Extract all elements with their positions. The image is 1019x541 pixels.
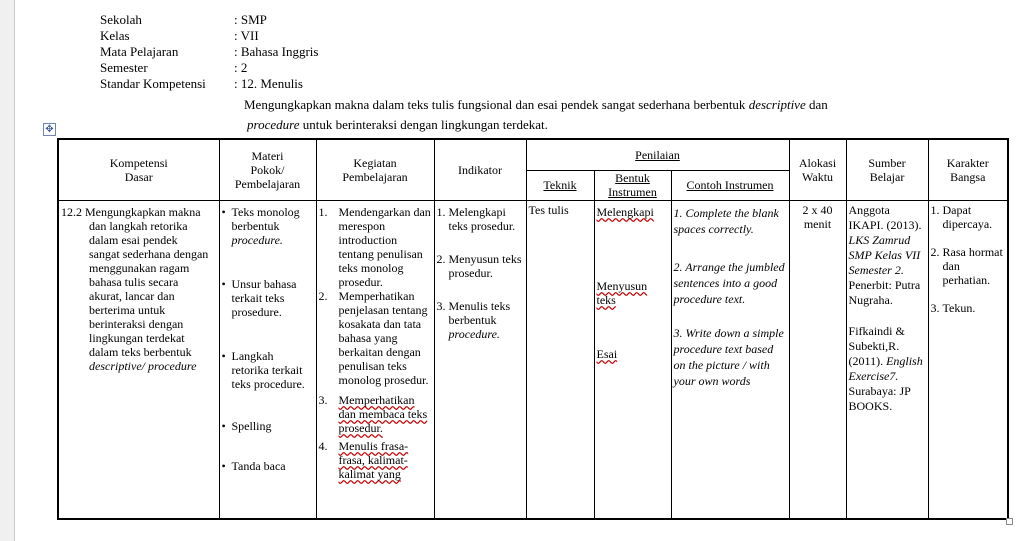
bentuk-item: Menyusun teks <box>596 278 648 307</box>
list-item <box>931 301 1006 315</box>
item-text: Memperhatikan penjelasan tentang kosakata dan tata bahasa yang berkaitan dengan penulisan teks monolog prosedur. <box>338 288 429 387</box>
list-item <box>319 393 432 435</box>
col-header-teknik <box>526 170 594 200</box>
text-line: descriptive/ procedure <box>89 358 197 373</box>
contoh-item: 2. Arrange the jumbled sentences into a good procedure text. <box>673 259 785 306</box>
item-number: 1. <box>318 204 328 219</box>
ref-text: Penerbit: Putra Nugraha. <box>848 277 921 307</box>
text-line: menggunakan ragam <box>89 260 190 275</box>
ref-text: LKS Zamrud SMP Kelas VII Semester 2. <box>848 232 921 277</box>
item-text: Menyusun teks prosedur. <box>448 251 522 280</box>
list-item <box>437 205 524 233</box>
header-text: Bentuk Instrumen <box>608 171 657 199</box>
field-label: Sekolah <box>100 12 142 27</box>
item-number: 3. <box>930 300 940 315</box>
indikator-list <box>437 205 524 341</box>
item-number: 3. <box>318 392 328 407</box>
col-header-materi <box>219 139 316 200</box>
text-line: akurat, lancar dan <box>89 288 175 303</box>
list-item <box>319 289 432 387</box>
cell-teknik <box>526 200 594 519</box>
kompetensi-text-line1 <box>244 97 828 113</box>
document-header <box>100 12 318 92</box>
item-number: 2. <box>436 251 446 266</box>
cell-indikator <box>434 200 526 519</box>
item-text: Spelling <box>231 418 272 433</box>
contoh-item: 1. Complete the blank spaces correctly. <box>673 205 779 236</box>
field-label: Kelas <box>100 28 130 43</box>
ref-text: Anggota IKAPI. (2013). <box>848 202 922 232</box>
text-line: 12.2 Mengungkapkan makna <box>61 204 201 219</box>
col-header-alokasi <box>789 139 846 200</box>
kegiatan-list <box>319 205 432 481</box>
header-row-sekolah <box>100 12 318 28</box>
item-text: Menulis frasa-frasa, kalimat-kalimat yang <box>338 438 409 481</box>
ref-text: Surabaya: JP BOOKS. <box>848 383 911 413</box>
text-line: lingkungan terdekat <box>89 330 185 345</box>
field-value: : 12. Menulis <box>234 76 303 91</box>
cell-karakter <box>928 200 1008 519</box>
sumber-ref-2 <box>849 324 926 414</box>
item-text: Dapat dipercaya. <box>942 202 993 231</box>
list-item <box>222 349 314 391</box>
list-item <box>437 252 524 280</box>
header-text: Teknik <box>543 178 577 192</box>
table-resize-handle[interactable] <box>1006 518 1013 525</box>
item-number: 1. <box>930 202 940 217</box>
item-text: Mendengarkan dan merespon introduction tentang penulisan teks monolog prosedur. <box>338 204 431 289</box>
text-line: dalam teks berbentuk <box>89 344 192 359</box>
text-line: dan langkah retorika <box>89 218 188 233</box>
bentuk-item: Melengkapi <box>596 204 654 219</box>
field-label: Semester <box>100 60 148 75</box>
item-number: 2. <box>930 244 940 259</box>
kd-indent <box>61 219 217 373</box>
item-text: Tanda baca <box>231 458 286 473</box>
header-row-kelas <box>100 28 318 44</box>
header-text: Kompetensi Dasar <box>109 155 168 184</box>
list-item <box>437 299 524 341</box>
item-number: 1. <box>436 204 446 219</box>
item-text: Rasa hormat dan perhatian. <box>942 244 1003 287</box>
item-text: procedure. <box>448 326 500 341</box>
col-header-indikator <box>434 139 526 200</box>
header-text: Materi Pokok/ Pembelajaran <box>234 148 301 191</box>
header-text: Penilaian <box>635 147 680 162</box>
cell-kegiatan <box>316 200 434 519</box>
text-run: untuk berinteraksi dengan lingkungan terdekat. <box>299 117 548 132</box>
col-header-penilaian <box>526 139 789 170</box>
header-text: Indikator <box>458 162 502 177</box>
text-line: bahasa tulis secara <box>89 274 179 289</box>
teknik-text: Tes tulis <box>528 202 569 217</box>
cell-alokasi <box>789 200 846 519</box>
field-value: : SMP <box>234 12 267 27</box>
item-text: Tekun. <box>942 300 976 315</box>
cell-bentuk <box>594 200 671 519</box>
col-header-bentuk <box>594 170 671 200</box>
move-cross-icon[interactable]: ✥ <box>43 123 56 136</box>
text-line: berinteraksi dengan <box>89 316 184 331</box>
cell-kd <box>58 200 219 519</box>
sumber-ref-1 <box>849 203 926 308</box>
list-item <box>319 439 432 481</box>
item-text: Memperhatikan dan membaca teks prosedur. <box>338 392 428 435</box>
item-number: 2. <box>318 288 328 303</box>
syllabus-table <box>57 138 1009 520</box>
cell-sumber <box>846 200 928 519</box>
header-row-sk <box>100 76 318 92</box>
field-label: Standar Kompetensi <box>100 76 206 91</box>
col-header-kegiatan <box>316 139 434 200</box>
cell-contoh <box>671 200 789 519</box>
header-text: Alokasi Waktu <box>798 155 837 184</box>
text-line: sangat sederhana dengan <box>89 246 209 261</box>
header-text: Contoh Instrumen <box>686 178 774 192</box>
list-item <box>222 277 314 319</box>
header-text: Karakter Bangsa <box>946 155 989 184</box>
field-value: : Bahasa Inggris <box>234 44 319 59</box>
field-label: Mata Pelajaran <box>100 44 179 59</box>
item-text: Melengkapi teks prosedur. <box>448 204 516 233</box>
item-text: Menulis teks berbentuk <box>448 298 511 327</box>
left-margin-bar <box>0 0 15 541</box>
alokasi-text: 2 x 40 menit <box>802 202 833 231</box>
item-text: Teks monolog berbentuk <box>231 204 300 233</box>
col-header-contoh <box>671 170 789 200</box>
list-item <box>222 459 314 473</box>
ref-text: Fifkaindi & Subekti,R. (2011). <box>848 323 905 368</box>
item-text: Unsur bahasa terkait teks prosedure. <box>231 276 297 319</box>
cell-materi <box>219 200 316 519</box>
header-text: Sumber Belajar <box>868 155 906 184</box>
karakter-list <box>931 203 1006 315</box>
text-line: dalam esai pendek <box>89 232 178 247</box>
item-text: procedure. <box>231 232 283 247</box>
field-value: : VII <box>234 28 259 43</box>
list-item <box>319 205 432 289</box>
list-item <box>931 203 1006 231</box>
item-number: 3. <box>436 298 446 313</box>
item-number: 4. <box>318 438 328 453</box>
header-row-mapel <box>100 44 318 60</box>
text-run: procedure <box>247 117 300 132</box>
header-text: Kegiatan Pembelajaran <box>342 155 408 184</box>
text-line: berterima untuk <box>89 302 166 317</box>
header-row-semester <box>100 60 318 76</box>
field-value: : 2 <box>234 60 248 75</box>
materi-list <box>222 205 314 473</box>
col-header-sumber <box>846 139 928 200</box>
list-item <box>222 419 314 433</box>
col-header-kd <box>58 139 219 200</box>
list-item <box>931 245 1006 287</box>
ref-text: English Exercise7. <box>848 353 923 383</box>
text-run: dan <box>805 97 828 112</box>
text-run: Mengungkapkan makna dalam teks tulis fungsional dan esai pendek sangat sederhana berbentuk <box>244 97 749 112</box>
text-run: descriptive <box>748 97 806 112</box>
col-header-karakter <box>928 139 1008 200</box>
item-text: Langkah retorika terkait teks procedure. <box>231 348 305 391</box>
kompetensi-text-line2 <box>247 117 548 133</box>
list-item <box>222 205 314 247</box>
contoh-item: 3. Write down a simple procedure text based on the picture / with your own words <box>673 325 784 388</box>
bentuk-item: Esai <box>596 346 618 361</box>
